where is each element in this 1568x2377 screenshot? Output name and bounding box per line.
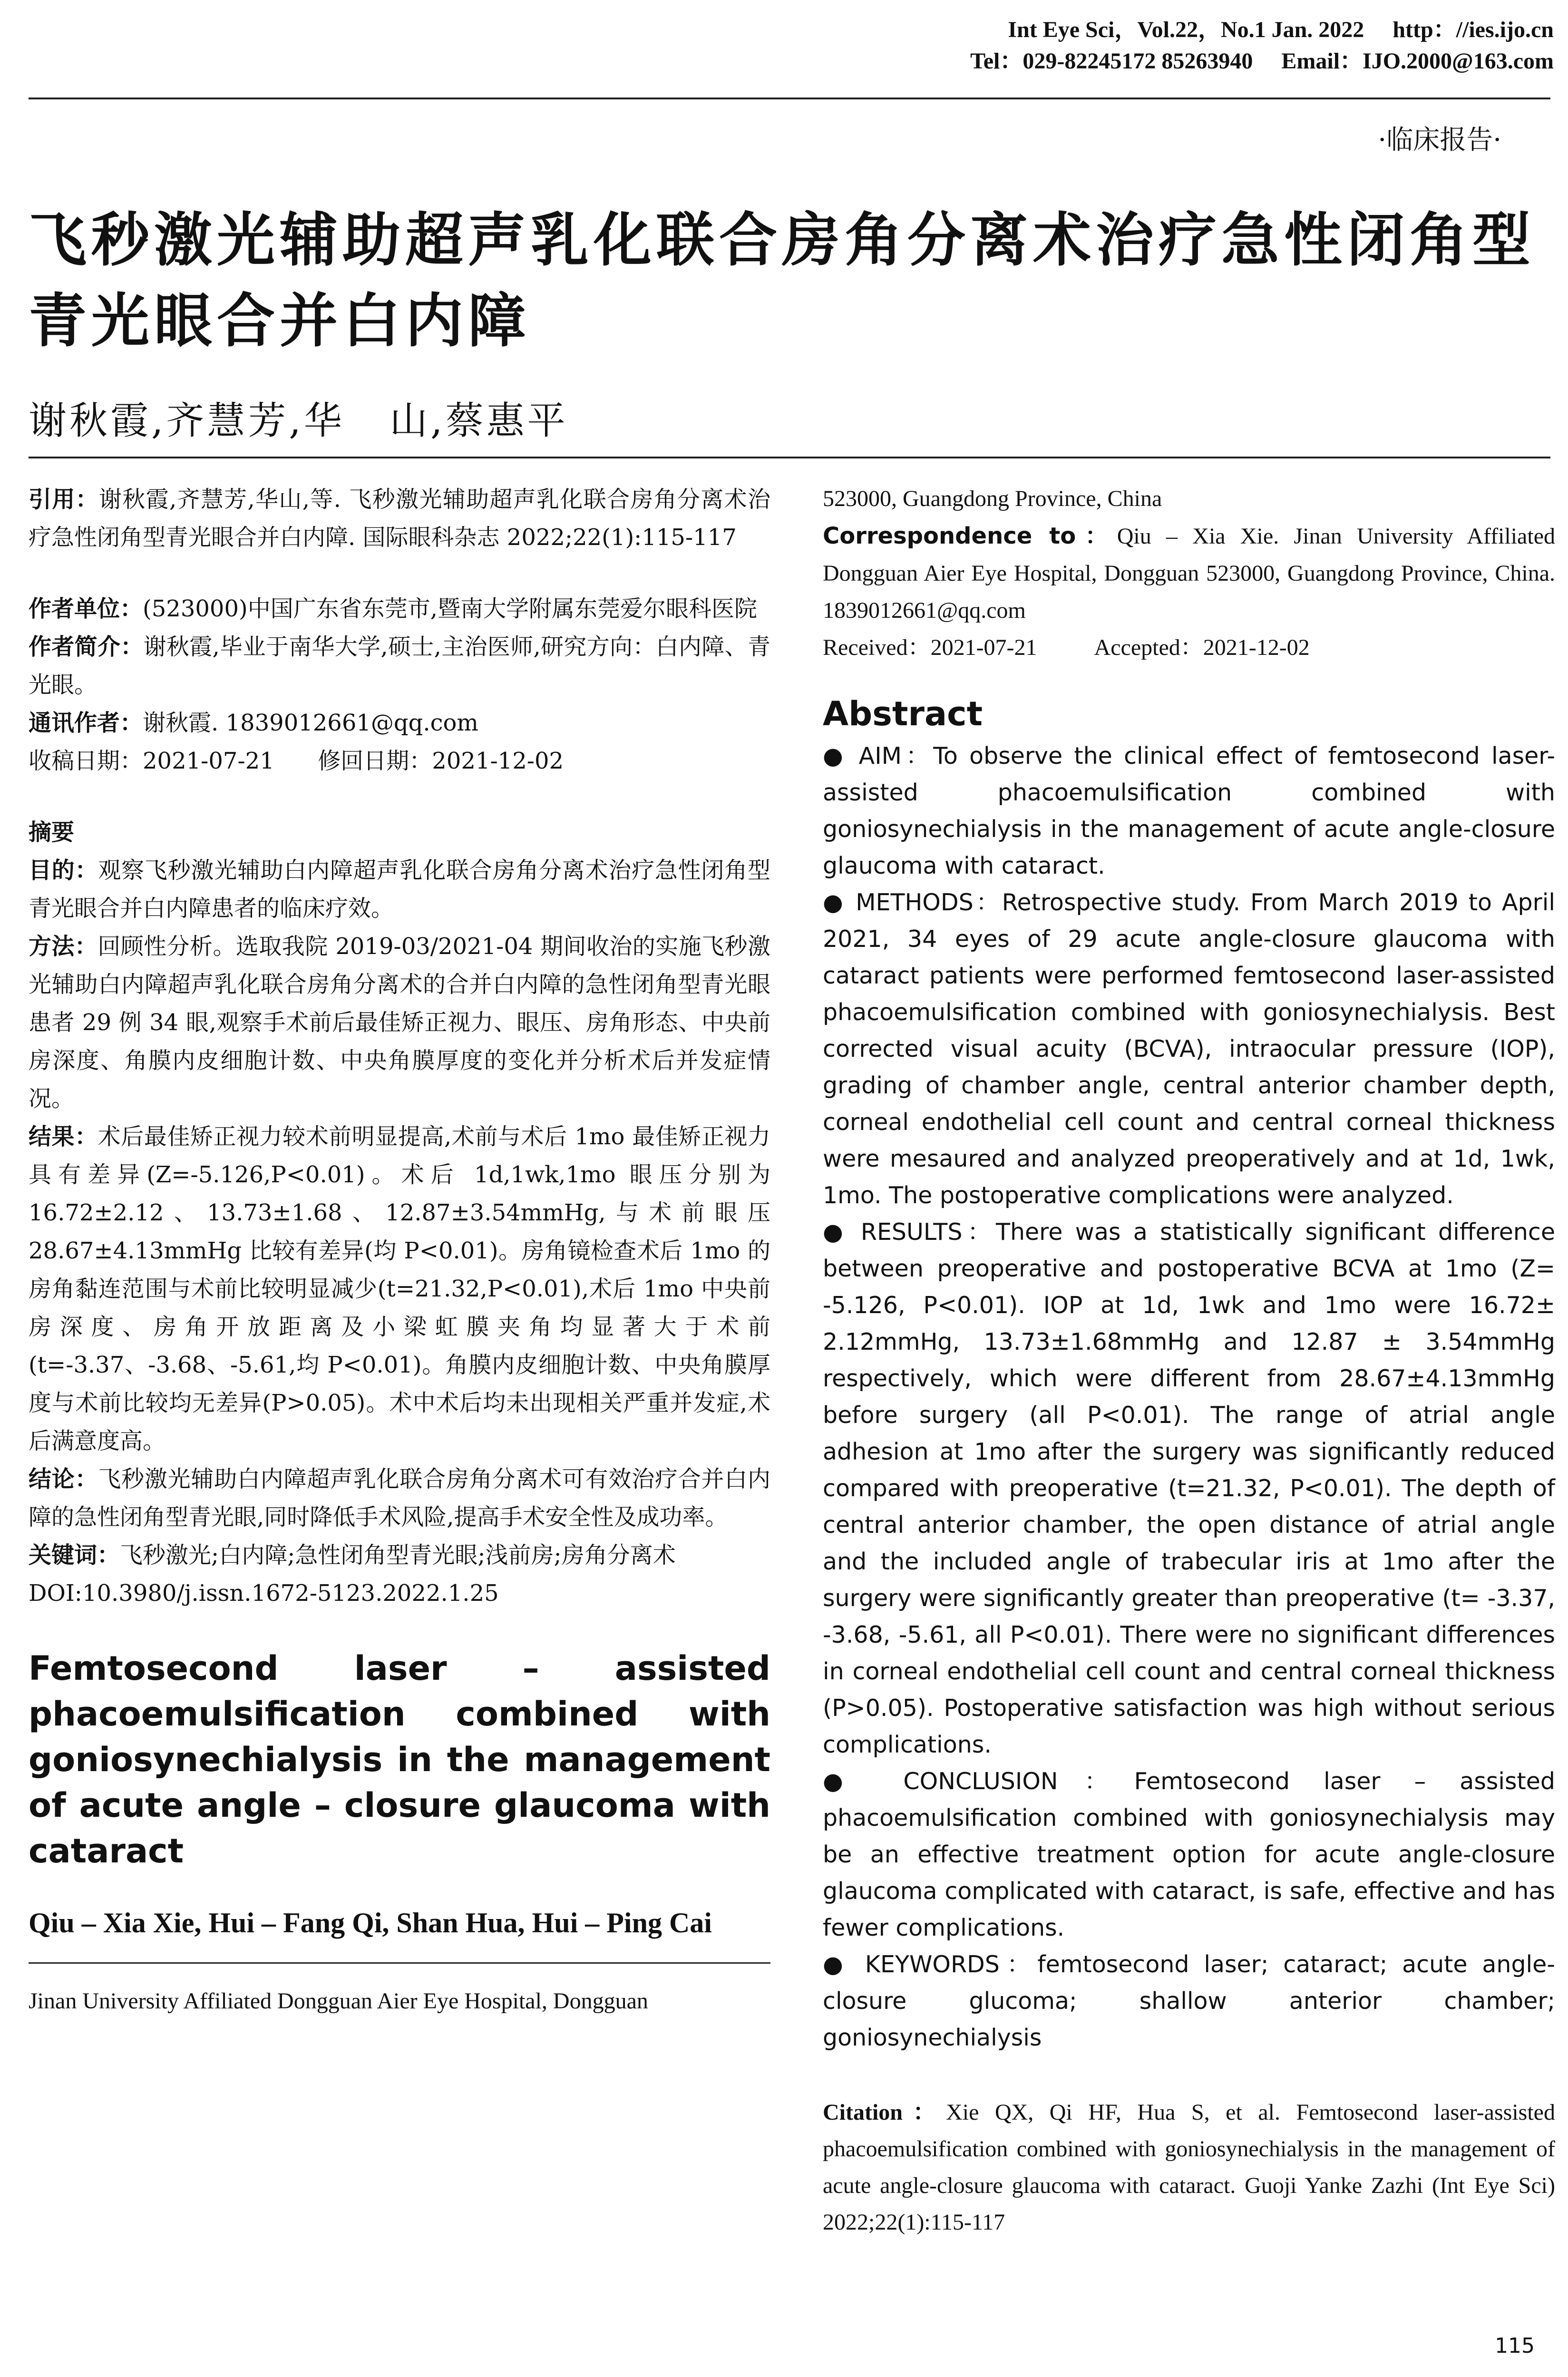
english-authors: Qiu – Xia Xie, Hui – Fang Qi, Shan Hua, Hui – Ping Cai [29,1907,712,1939]
doi: DOI:10.3980/j.issn.1672-5123.2022.1.25 [29,1580,499,1607]
title-line-2: 青光眼合并白内障 [29,287,531,355]
received-accepted: Received：2021-07-21 Accepted：2021-12-02 [823,635,1310,660]
journal-url: http：//ies.ijo.cn [1393,17,1554,42]
abstract-keywords: ● KEYWORDS：femtosecond laser; cataract; acute angle-closure glucoma; shallow anterior chamber; goniosynechialysis [823,1951,1555,2051]
author-bio: 作者简介：谢秋霞,毕业于南华大学,硕士,主治医师,研究方向：白内障、青光眼。 [29,633,770,698]
affiliation-cont: 523000, Guangdong Province, China [823,486,1162,511]
correspondence: Correspondence to：Qiu – Xia Xie. Jinan University Affiliated Dongguan Aier Eye Hospital, Dongguan 523000, Guangdong Province, China. 1839012661@qq.com [823,523,1555,623]
page-number: 115 [1495,2334,1535,2358]
citation-cn: 引用：谢秋霞,齐慧芳,华山,等. 飞秒激光辅助超声乳化联合房角分离术治疗急性闭角型青光眼合并白内障. 国际眼科杂志 2022;22(1):115-117 [29,486,770,551]
title-line-1: 飞秒激光辅助超声乳化联合房角分离术治疗急性闭角型 [29,206,1535,274]
abstract-results: ● RESULTS：There was a statistically significant difference between preoperative and postoperative BCVA at 1mo (Z= -5.126, P<0.01). IOP at 1d, 1wk and 1mo were 16.72± 2.12mmHg, 13.73±1.68mmHg and 12.87 ± 3.54mmHg respectively, which were different from 28.67±4.13mmHg before surgery (all P<0.01). The range of atrial angle adhesion at 1mo after the surgery was significantly reduced compared with preoperative (t=21.32, P<0.01). The depth of central anterior chamber, the open distance of atrial angle and the included angle of trabecular iris at 1mo after the surgery were significantly greater than preoperative (t= -3.37, -3.68, -5.61, all P<0.01). There were no significant differences in corneal endothelial cell count and central corneal thickness (P>0.05). Postoperative satisfaction was high without serious complications. [823,1218,1555,1758]
author-unit: 作者单位：(523000)中国广东省东莞市,暨南大学附属东莞爱尔眼科医院 [29,595,757,622]
right-column [823,480,1555,2241]
conclusion-cn: 结论：飞秒激光辅助白内障超声乳化联合房角分离术可有效治疗合并白内障的急性闭角型青光眼,同时降低手术风险,提高手术安全性及成功率。 [29,1466,770,1530]
authors-cn: 谢秋霞,齐慧芳,华 山,蔡惠平 [29,399,568,443]
left-column [29,480,770,2020]
dates-cn: 收稿日期：2021-07-21 修回日期：2021-12-02 [29,748,564,774]
abstract-methods: ● METHODS：Retrospective study. From March 2019 to April 2021, 34 eyes of 29 acute angle-closure glaucoma with cataract patients were performed femtosecond laser-assisted phacoemulsification combined with goniosynechialysis. Best corrected visual acuity (BCVA), intraocular pressure (IOP), grading of chamber angle, central anterior chamber depth, corneal endothelial cell count and central corneal thickness were mesaured and analyzed preoperatively and at 1d, 1wk, 1mo. The postoperative complications were analyzed. [823,889,1555,1209]
abstract-conclusion: ● CONCLUSION：Femtosecond laser – assisted phacoemulsification combined with goniosynechialysis may be an effective treatment option for acute angle-closure glaucoma complicated with cataract, is safe, effective and has fewer complications. [823,1768,1555,1941]
method-cn: 方法：回顾性分析。选取我院 2019-03/2021-04 期间收治的实施飞秒激光辅助白内障超声乳化联合房角分离术的合并白内障的急性闭角型青光眼患者 29 例 34 眼,观察手术前后最佳矫正视力、眼压、房角形态、中央前房深度、角膜内皮细胞计数、中央角膜厚度的变化并分析术后并发症情况。 [29,933,770,1112]
journal-header [942,14,1554,77]
abstract-aim: ● AIM：To observe the clinical effect of femtosecond laser-assisted phacoemulsification combined with goniosynechialysis in the management of acute angle-closure glaucoma with cataract. [823,742,1555,879]
section-tag: ·临床报告· [1378,125,1501,156]
corresponding-author: 通讯作者：谢秋霞. 1839012661@qq.com [29,710,478,736]
affil-rule [29,1962,770,1964]
abstract-label-cn: 摘要 [29,819,75,846]
journal-info: Int Eye Sci，Vol.22，No.1 Jan. 2022 [1008,17,1364,42]
english-title: Femtosecond laser – assisted phacoemulsification combined with goniosynechialysis in the management of acute angle – closure glaucoma with cataract [29,1649,770,1870]
result-cn: 结果：术后最佳矫正视力较术前明显提高,术前与术后 1mo 最佳矫正视力具有差异(Z=-5.126,P<0.01)。术后 1d,1wk,1mo 眼压分别为 16.72±2.12、13.73±1.68、12.87±3.54mmHg,与术前眼压 28.67±4.13mmHg 比较有差异(均 P<0.01)。房角镜检查术后 1mo 的房角黏连范围与术前比较明显减少(t=21.32,P<0.01),术后 1mo 中央前房深度、房角开放距离及小梁虹膜夹角均显著大于术前(t=-3.37、-3.68、-5.61,均 P<0.01)。角膜内皮细胞计数、中央角膜厚度与术前比较均无差异(P>0.05)。术中术后均未出现相关严重并发症,术后满意度高。 [29,1123,770,1454]
journal-tel: Tel：029-82245172 85263940 [970,49,1253,74]
affiliation: Jinan University Affiliated Dongguan Aier Eye Hospital, Dongguan [29,1988,648,2014]
title-rule [29,457,1550,458]
article-title [29,200,1541,361]
keywords-cn: 关键词：飞秒激光;白内障;急性闭角型青光眼;浅前房;房角分离术 [29,1542,676,1568]
journal-email: Email：IJO.2000@163.com [1281,49,1554,74]
aim-cn: 目的：观察飞秒激光辅助白内障超声乳化联合房角分离术治疗急性闭角型青光眼合并白内障患者的临床疗效。 [29,857,770,922]
citation-en: Citation：Xie QX, Qi HF, Hua S, et al. Femtosecond laser-assisted phacoemulsification combined with goniosynechialysis in the management of acute angle-closure glaucoma with cataract. Guoji Yanke Zazhi (Int Eye Sci) 2022;22(1):115-117 [823,2100,1555,2235]
header-rule [29,97,1550,99]
abstract-heading: Abstract [823,694,983,733]
